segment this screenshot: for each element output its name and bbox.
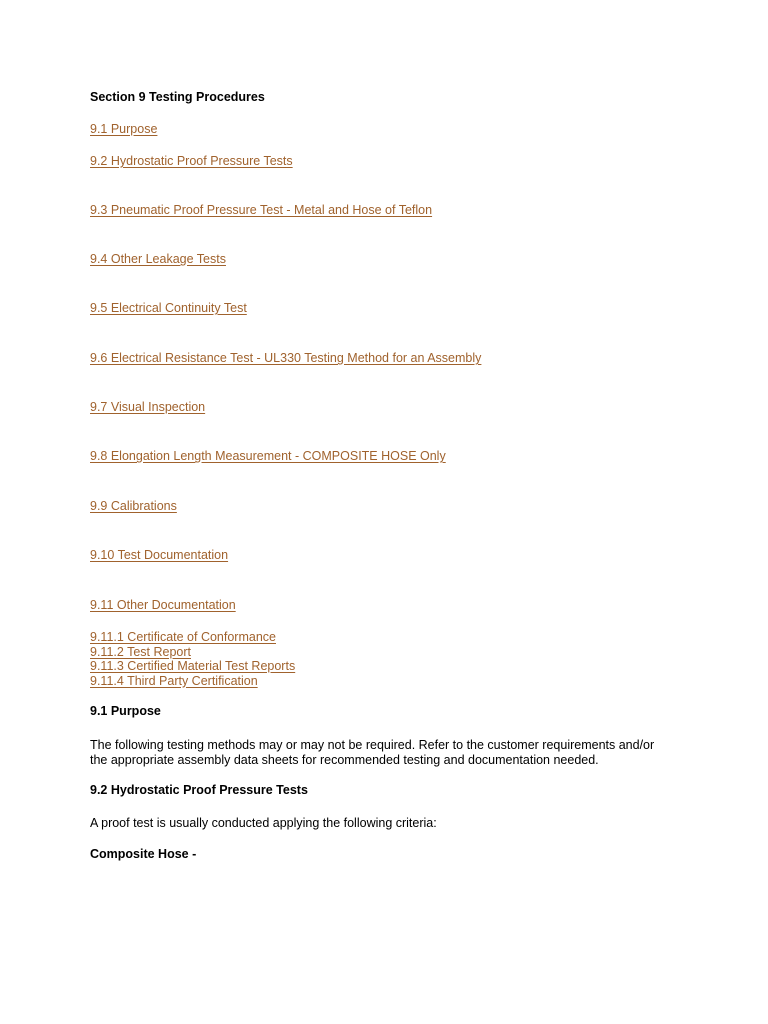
- paragraph-line: The following testing methods may or may not be required. Refer to the customer requirements and/or: [90, 738, 655, 752]
- toc-link-9-1[interactable]: 9.1 Purpose: [90, 122, 158, 136]
- paragraph-9-2: A proof test is usually conducted applying the following criteria:: [90, 816, 437, 830]
- toc-link-9-8[interactable]: 9.8 Elongation Length Measurement - COMPOSITE HOSE Only: [90, 449, 446, 463]
- paragraph-line: the appropriate assembly data sheets for recommended testing and documentation needed.: [90, 752, 599, 767]
- heading-9-2: 9.2 Hydrostatic Proof Pressure Tests: [90, 783, 308, 797]
- paragraph-9-1: [90, 738, 710, 767]
- toc-link-9-11-2[interactable]: 9.11.2 Test Report: [90, 644, 191, 659]
- toc-sub-list: [90, 630, 295, 688]
- toc-link-9-7[interactable]: 9.7 Visual Inspection: [90, 400, 206, 414]
- toc-link-9-11-3[interactable]: 9.11.3 Certified Material Test Reports: [90, 659, 296, 673]
- toc-link-9-11[interactable]: 9.11 Other Documentation: [90, 598, 236, 612]
- section-title: Section 9 Testing Procedures: [90, 90, 265, 104]
- toc-link-9-6[interactable]: 9.6 Electrical Resistance Test - UL330 Testing Method for an Assembly: [90, 351, 482, 365]
- toc-link-9-4[interactable]: 9.4 Other Leakage Tests: [90, 252, 226, 266]
- toc-link-9-9[interactable]: 9.9 Calibrations: [90, 499, 177, 513]
- toc-link-9-3[interactable]: 9.3 Pneumatic Proof Pressure Test - Metal and Hose of Teflon: [90, 203, 433, 217]
- toc-link-9-2[interactable]: 9.2 Hydrostatic Proof Pressure Tests: [90, 154, 293, 168]
- toc-link-9-11-4[interactable]: 9.11.4 Third Party Certification: [90, 673, 258, 688]
- heading-9-1: 9.1 Purpose: [90, 704, 161, 718]
- toc-link-9-5[interactable]: 9.5 Electrical Continuity Test: [90, 301, 247, 315]
- subheading-composite-hose: Composite Hose -: [90, 847, 197, 861]
- toc-link-9-11-1[interactable]: 9.11.1 Certificate of Conformance: [90, 630, 276, 644]
- toc-link-9-10[interactable]: 9.10 Test Documentation: [90, 548, 229, 562]
